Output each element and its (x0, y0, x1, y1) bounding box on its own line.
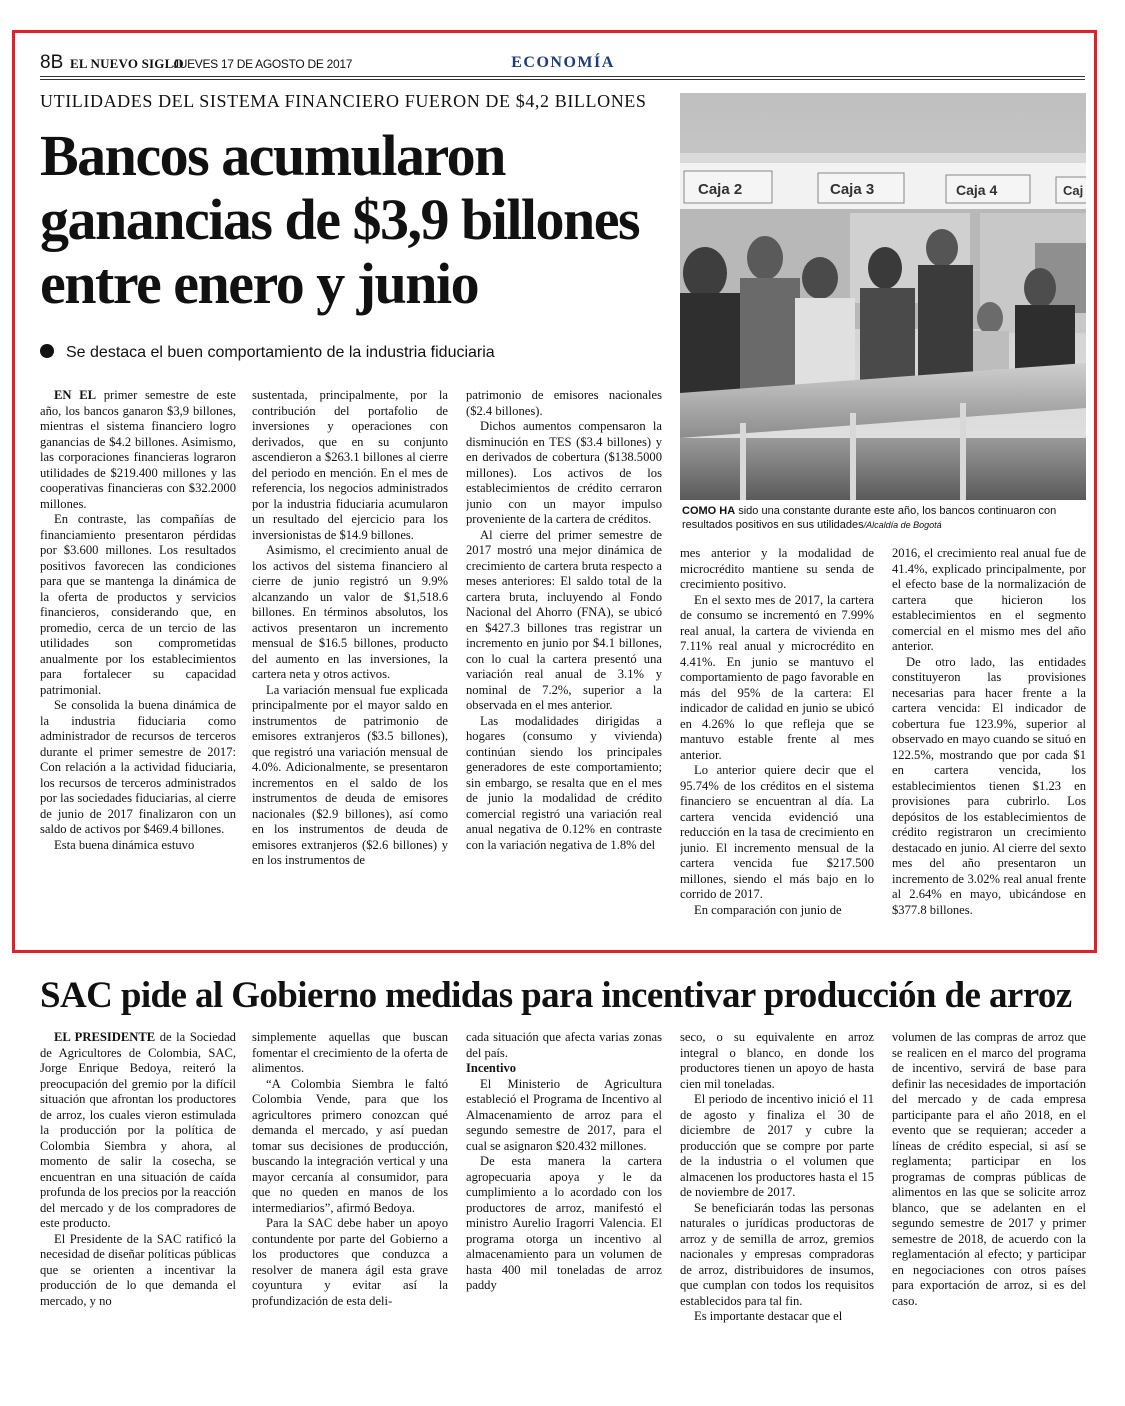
article2-column-4 (680, 1030, 874, 1380)
page-number: 8B (40, 52, 64, 73)
paragraph: Lo anterior quiere decir que el 95.74% de los créditos en el sistema financiero se encuentran al día. La cartera vencida evidenció una reducción en la tasa de crecimiento en junio. El incremento mensual de la cartera vencida fue $217.500 millones, siendo el más bajo en lo corrido de 2017. (680, 763, 874, 901)
paragraph: En el sexto mes de 2017, la cartera de consumo se incrementó en 7.99% real anual, la cartera de vivienda en 7.11% real anual y microcrédito en 4.41%. En junio se mantuvo el comportamiento de pago favorable en más del 95% de la cartera: El indicador de calidad en junio se ubicó en 4.26% lo que refleja que se mantuvo estable frente al mes anterior. (680, 592, 874, 762)
article2-column-1 (40, 1030, 236, 1380)
paragraph: “A Colombia Siembra le faltó Colombia Vende, para que los agricultores primero conozcan qué demanda el mercado, y así puedan tomar sus decisiones de producción, buscando la integración vertical y una mayor cercanía al consumidor, para que no queden en manos de los intermediarios”, afirmó Bedoya. (252, 1076, 448, 1215)
paragraph: Las modalidades dirigidas a hogares (consumo y vivienda) continúan siendo los principales generadores de este comportamiento; sin embargo, se resalta que en el mes de junio la modalidad de crédito comercial registró una variación real anual negativa de 0.12% en contraste con la variación negativa de 1.8% del (466, 713, 662, 852)
paragraph: Esta buena dinámica estuvo (54, 837, 195, 852)
article1-column-2 (252, 388, 448, 928)
header-rule (40, 76, 1085, 77)
article2-column-2 (252, 1030, 448, 1380)
article2-column-3 (466, 1030, 662, 1380)
paragraph: Se consolida la buena dinámica de la industria fiduciaria como administrador de recursos de terceros durante el primer semestre de 2017: Con relación a la actividad fiduciaria, los recursos de terceros administrados por las sociedades fiduciarias, al cierre de junio de 2017 finalizaron con un saldo de activos por $469.4 billones. (40, 698, 236, 836)
sign-caja-4: Caja 4 (956, 182, 998, 198)
article-lead: EL PRESIDENTE (54, 1030, 156, 1044)
article-photo (680, 93, 1086, 500)
caption-text: sido una constante durante este año, los bancos continuaron con resultados positivos en sus utilidades (682, 505, 1057, 531)
subheading: Incentivo (466, 1061, 516, 1075)
article-headline: Bancos acumularon ganancias de $3,9 billones entre enero y junio (40, 123, 640, 316)
paragraph: De otro lado, las entidades constituyeron las provisiones necesarias para hacer frente a la cartera vencida: El indicador de cobertura fue 123.9%, superior al observado en mayo cuando se situó en 122.5%, mostrando que por cada $1 en cartera vencida, los establecimientos tienen $1.23 en provisiones para cubrirlo. Los depósitos de los establecimientos de crédito registraron un crecimiento destacado en junio. Al cierre del sexto mes del año presentaron un incremento de 3.02% real anual frente al 2.64% en mayo, ubicándose en $377.8 billones. (892, 654, 1086, 917)
bank-tellers-photo (680, 93, 1086, 500)
article1-column-3 (466, 388, 662, 928)
paragraph: cada situación que afecta varias zonas del país. (466, 1030, 662, 1060)
sign-caja-5: Caj (1063, 183, 1084, 198)
photo-credit: /Alcaldía de Bogotá (863, 520, 942, 530)
paragraph: sustentada, principalmente, por la contribución del portafolio de inversiones y operaciones con derivados, que en su conjunto ascendieron a $263.1 billones al cierre del periodo en mención. En el mes de referencia, los negocios administrados por la industria fiduciaria acumularon un resultado del ejercicio para los inversionistas de $14.9 billones. (252, 388, 448, 542)
paragraph: El Ministerio de Agricultura estableció el Programa de Incentivo al Almacenamiento de arroz para el segundo semestre de 2017, para el cual se asignaron $20.432 millones. (466, 1076, 662, 1153)
sign-caja-2: Caja 2 (698, 181, 743, 198)
paragraph: mes anterior y la modalidad de microcrédito mantiene su senda de crecimiento positivo. (680, 546, 874, 591)
paragraph: El Presidente de la SAC ratificó la necesidad de diseñar políticas públicas que se orienten a incentivar la producción de lo que demanda el mercado, y no (40, 1231, 236, 1308)
caption-lead: COMO HA (682, 505, 736, 517)
paragraph: Al cierre del primer semestre de 2017 mostró una mejor dinámica de crecimiento de cartera bruta respecto a meses anteriores: El saldo total de la cartera bruta, incluyendo al Fondo Nacional del Ahorro (FNA), se ubicó en $427.3 billones tras registrar un incremento en junio por $4.1 billones, con lo cual la cartera presentó una variación real anual de 3.1% y nominal de 7.2%, superior a la observada en el mes anterior. (466, 527, 662, 712)
paragraph: Se beneficiarán todas las personas naturales o jurídicas productoras de arroz y de semilla de arroz, gremios nacionales y empresas compradoras de arroz, distribuidores de insumos, que cumplan con todos los requisitos establecidos para tal fin. (680, 1200, 874, 1308)
article2-headline: SAC pide al Gobierno medidas para incentivar producción de arroz (40, 975, 1072, 1016)
paragraph: primer semestre de este año, los bancos ganaron $3,9 billones, mientras el sistema financiero logro ganancias de $4.2 billones. Asimismo, las corporaciones financieras lograron utilidades de $219.400 millones y las cooperativas financieras con $32.2000 millones. (40, 388, 236, 511)
paragraph: patrimonio de emisores nacionales ($2.4 billones). (466, 388, 662, 418)
page-header (40, 52, 1085, 76)
paragraph: En comparación con junio de (694, 902, 842, 917)
paragraph: 2016, el crecimiento real anual fue de 41.4%, explicado principalmente, por el efecto base de la normalización de cartera que hicieron los establecimientos en el segmento comercial en el mismo mes del año anterior. (892, 546, 1086, 653)
paragraph: simplemente aquellas que buscan fomentar el crecimiento de la oferta de alimentos. (252, 1030, 448, 1075)
bullet-icon (40, 344, 54, 358)
photo-caption (682, 504, 1084, 532)
summary-text: Se destaca el buen comportamiento de la industria fiduciaria (66, 344, 495, 361)
paragraph: Asimismo, el crecimiento anual de los activos del sistema financiero al cierre de junio registró un 9.9% alcanzando un valor de $1,518.6 billones. En términos absolutos, los activos presentaron un incremento mensual de $16.5 billones, producto del aumento en las inversiones, la cartera neta y otros activos. (252, 543, 448, 681)
paragraph: En contraste, las compañías de financiamiento presentaron pérdidas por $3.600 millones. Los resultados positivos favorecen las condiciones para que se mantenga la dinámica de la oferta de productos y servicios financieros, considerando que, en promedio, cerca de un tercio de las utilidades son comprometidas anualmente por los establecimientos para fortalecer su capacidad patrimonial. (40, 512, 236, 697)
article1-column-4 (680, 546, 874, 928)
article1-column-1 (40, 388, 236, 928)
paragraph: El periodo de incentivo inició el 11 de agosto y finaliza el 30 de diciembre de 2017 y cubre la producción que se compre por parte de la industria o el volumen que almacenen los productores hasta el 15 de noviembre de 2017. (680, 1092, 874, 1199)
paragraph: De esta manera la cartera agropecuaria apoya y le da cumplimiento a lo acordado con los productores de arroz, manifestó el ministro Aurelio Iragorri Valencia. El programa otorga un incentivo al almacenamiento para un volumen de hasta 400 mil toneladas de arroz paddy (466, 1154, 662, 1292)
newspaper-name: EL NUEVO SIGLO (70, 56, 184, 71)
article-summary (40, 344, 495, 362)
header-rule (40, 79, 1085, 80)
paragraph: seco, o su equivalente en arroz integral o blanco, en donde los productores tienen un apoyo de hasta cien mil toneladas. (680, 1030, 874, 1091)
article-lead: EN EL (54, 388, 97, 402)
article1-column-5 (892, 546, 1086, 928)
paragraph: Para la SAC debe haber un apoyo contundente por parte del Gobierno a los productores que conduzca a resolver de manera ágil esta grave coyuntura y evitar así la profundización de esta deli- (252, 1216, 448, 1308)
article2-column-5 (892, 1030, 1086, 1380)
paragraph: volumen de las compras de arroz que se realicen en el marco del programa de incentivo, servirá de base para definir las necesidades de importación del mercado y de cada empresa participante para el año 2018, en el evento que se requieran; acceder a líneas de crédito especial, si así se reglamenta; participar en los programas de compras públicas de alimentos en las que se solicite arroz blanco, que se adelanten en el segundo semestre de 2017 y primer semestre de 2018, de acuerdo con la reglamentación al efecto; y participar en negociaciones con otros países para exportación de arroz, si es del caso. (892, 1030, 1086, 1308)
paragraph: La variación mensual fue explicada principalmente por el mayor saldo en instrumentos de patrimonio de emisores extranjeros ($3.5 billones), que registró una variación mensual de 4.0%. Adicionalmente, se presentaron incrementos en el saldo de los instrumentos de deuda de emisores nacionales ($2.9 billones), así como en los instrumentos de deuda de emisores extranjeros ($2.6 billones) y en los instrumentos de (252, 682, 448, 867)
article-kicker: UTILIDADES DEL SISTEMA FINANCIERO FUERON DE $4,2 BILLONES (40, 91, 647, 111)
paragraph: Dichos aumentos compensaron la disminución en TES ($3.4 billones) y en derivados de cobertura ($138.5000 millones). Los activos de los establecimientos de crédito cerraron junio con un mayor impulso proveniente de la cartera de créditos. (466, 419, 662, 526)
paragraph: de la Sociedad de Agricultores de Colombia, SAC, Jorge Enrique Bedoya, reiteró la preocupación del gremio por la difícil situación que afrontan los productores de arroz, los cuales vieron estimulada la producción por la política de Colombia Siembra y ahora, al momento de salir la cosecha, se encuentran en una situación de caída profunda de los precios por la reacción del mercado y de los compradores de este producto. (40, 1030, 236, 1230)
sign-caja-3: Caja 3 (830, 181, 875, 198)
section-name: ECONOMÍA (511, 54, 615, 71)
publication-date: JUEVES 17 DE AGOSTO DE 2017 (173, 57, 353, 71)
paragraph: Es importante destacar que el (694, 1309, 843, 1323)
